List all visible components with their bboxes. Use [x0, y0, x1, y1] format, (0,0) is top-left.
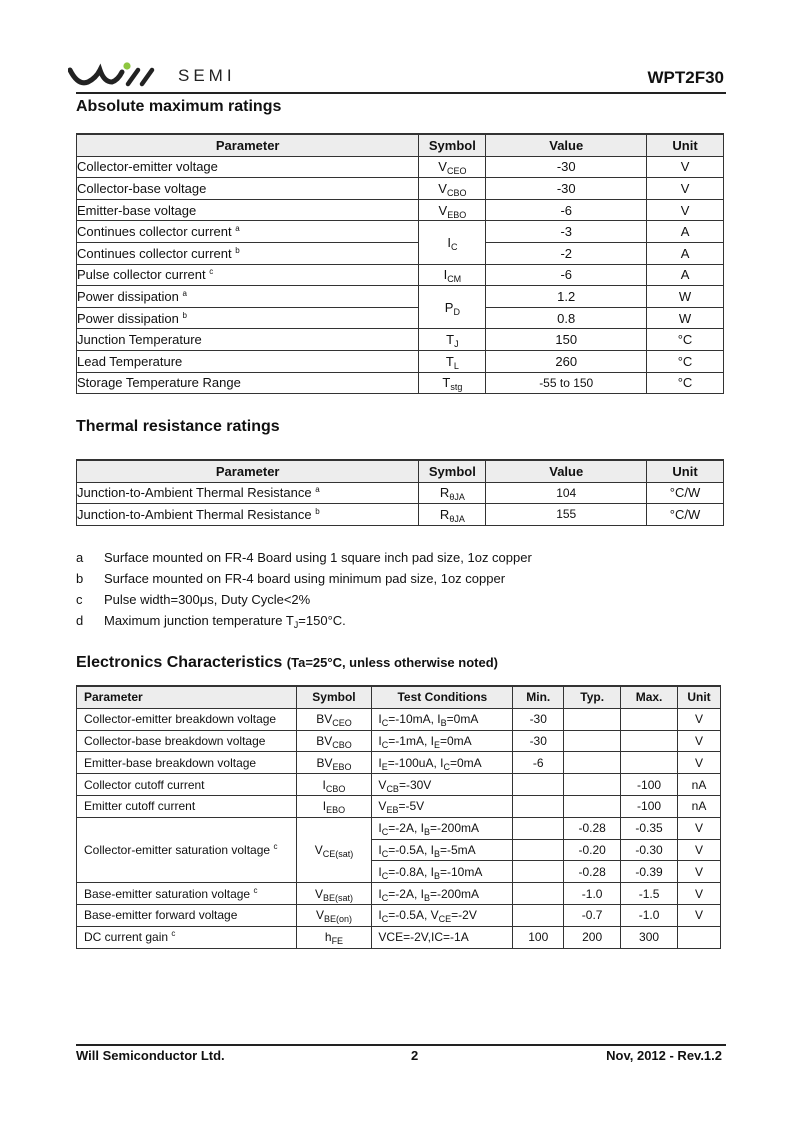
- col-header: Test Conditions: [372, 686, 513, 708]
- max-cell: [621, 708, 678, 730]
- symbol-sub: θJA: [449, 513, 465, 524]
- value-cell: -3: [486, 221, 647, 243]
- footer-divider: [76, 1044, 726, 1046]
- symbol-cell: [419, 286, 486, 329]
- max-cell: -1.5: [621, 883, 678, 905]
- table-row: [77, 817, 721, 839]
- footnote-text: =150°C.: [298, 613, 346, 628]
- min-cell: [513, 774, 564, 796]
- param-text: Base-emitter saturation voltage: [84, 886, 251, 901]
- symbol-sub: D: [453, 306, 460, 317]
- table-row: [77, 504, 724, 526]
- symbol-sub: J: [454, 339, 459, 350]
- param-cell: [77, 482, 419, 504]
- col-header: Parameter: [77, 460, 419, 482]
- symbol-cell: [419, 264, 486, 286]
- param-cell: [77, 178, 419, 200]
- test-condition-cell: $I_C=-0.5A$, $I_B=-5mA$: [372, 839, 513, 861]
- symbol-text: BV: [316, 712, 333, 727]
- symbol-text: T: [442, 375, 451, 391]
- param-text: Base-emitter forward voltage: [84, 908, 238, 923]
- table-row: [77, 199, 724, 221]
- test-condition-cell: $I_C=-0.8A$, $I_B=-10mA$: [372, 861, 513, 883]
- symbol-sub: θJA: [449, 492, 465, 503]
- electrical-table: [76, 685, 721, 949]
- min-cell: -30: [513, 730, 564, 752]
- param-text: Continues collector current: [77, 224, 232, 240]
- max-cell: -1.0: [621, 904, 678, 926]
- max-cell: -0.35: [621, 817, 678, 839]
- table-row: [77, 178, 724, 200]
- unit-cell: A: [647, 221, 724, 243]
- param-cell: [77, 817, 297, 882]
- electrical-title: [76, 654, 498, 672]
- page-number: 2: [411, 1048, 419, 1063]
- table-header-row: [77, 686, 721, 708]
- symbol-text: I: [443, 267, 448, 283]
- symbol-text: h: [324, 930, 332, 945]
- unit-cell: V: [678, 904, 721, 926]
- test-condition-cell: $I_C=-2A$, $I_B=-200mA$: [372, 883, 513, 905]
- param-cell: [77, 774, 297, 796]
- symbol-cell: [296, 883, 372, 905]
- abs-max-title: Absolute maximum ratings: [76, 98, 282, 115]
- param-cell: [77, 372, 419, 394]
- param-cell: [77, 307, 419, 329]
- param-text: Collector-emitter voltage: [77, 159, 218, 175]
- table-row: [77, 904, 721, 926]
- table-row: [77, 221, 724, 243]
- thermal-title: Thermal resistance ratings: [76, 418, 280, 435]
- param-cell: [77, 242, 419, 264]
- param-cell: [77, 329, 419, 351]
- symbol-cell: [296, 730, 372, 752]
- symbol-text: T: [446, 332, 455, 348]
- footnote-a: [76, 550, 532, 565]
- symbol-cell: [419, 372, 486, 394]
- unit-cell: nA: [678, 774, 721, 796]
- symbol-cell: [296, 926, 372, 948]
- param-cell: [77, 264, 419, 286]
- table-row: [77, 242, 724, 264]
- footnote-key: a: [76, 550, 84, 565]
- col-header: Unit: [647, 134, 724, 156]
- param-cell: [77, 708, 297, 730]
- min-cell: -6: [513, 752, 564, 774]
- typ-cell: 200: [564, 926, 621, 948]
- param-text: Collector-emitter saturation voltage: [84, 842, 271, 857]
- footnote-ref: c: [253, 885, 258, 895]
- value-cell: 150: [486, 329, 647, 351]
- symbol-cell: [419, 482, 486, 504]
- unit-cell: V: [678, 730, 721, 752]
- value-cell: 260: [486, 350, 647, 372]
- param-text: Junction Temperature: [77, 332, 202, 348]
- symbol-cell: [296, 817, 372, 882]
- value-cell: 155: [486, 504, 647, 526]
- footnote-text: Maximum junction temperature T: [104, 613, 294, 628]
- unit-cell: [678, 926, 721, 948]
- table-row: [77, 264, 724, 286]
- max-cell: -100: [621, 795, 678, 817]
- param-text: DC current gain: [84, 930, 169, 945]
- symbol-cell: [419, 221, 486, 264]
- symbol-text: I: [322, 799, 327, 814]
- unit-cell: V: [678, 752, 721, 774]
- table-row: [77, 156, 724, 178]
- col-header: Symbol: [296, 686, 372, 708]
- value-cell: -30: [486, 178, 647, 200]
- min-cell: [513, 883, 564, 905]
- symbol-sub: CEO: [332, 718, 352, 729]
- footer-date-rev: Nov, 2012 - Rev.1.2: [606, 1048, 722, 1063]
- test-condition-cell: $I_C=-2A$, $I_B=-200mA$: [372, 817, 513, 839]
- typ-cell: -0.20: [564, 839, 621, 861]
- unit-cell: nA: [678, 795, 721, 817]
- param-text: Power dissipation: [77, 310, 179, 326]
- param-text: Collector-emitter breakdown voltage: [84, 712, 277, 727]
- min-cell: 100: [513, 926, 564, 948]
- footnote-text: Surface mounted on FR-4 Board using 1 square inch pad size, 1oz copper: [104, 550, 532, 565]
- max-cell: [621, 730, 678, 752]
- footnote-sub: J: [293, 620, 299, 630]
- table-row: [77, 329, 724, 351]
- symbol-cell: [419, 504, 486, 526]
- symbol-text: V: [315, 908, 324, 923]
- footnote-ref: c: [209, 267, 214, 277]
- symbol-text: V: [438, 202, 448, 218]
- test-condition-cell: $I_E=-100uA$, $I_C=0mA$: [372, 752, 513, 774]
- symbol-cell: [419, 329, 486, 351]
- will-semi-logo: [68, 62, 258, 88]
- footnote-text: Pulse width=300μs, Duty Cycle<2%: [104, 592, 311, 607]
- symbol-sub: CE(sat): [322, 848, 354, 859]
- min-cell: [513, 904, 564, 926]
- col-header: Typ.: [564, 686, 621, 708]
- symbol-text: BV: [316, 733, 333, 748]
- symbol-sub: BE(on): [323, 914, 352, 925]
- table-row: [77, 307, 724, 329]
- symbol-sub: CBO: [332, 739, 352, 750]
- unit-cell: V: [647, 199, 724, 221]
- param-text: Pulse collector current: [77, 267, 206, 283]
- unit-cell: V: [678, 817, 721, 839]
- col-header: Symbol: [419, 460, 486, 482]
- footnote-key: d: [76, 613, 84, 628]
- symbol-sub: L: [453, 360, 459, 371]
- footnote-ref: c: [171, 929, 176, 939]
- symbol-cell: [296, 752, 372, 774]
- test-condition-cell: $V_{EB}=-5V$: [372, 795, 513, 817]
- symbol-sub: C: [450, 241, 458, 252]
- param-cell: [77, 286, 419, 308]
- footnote-b: [76, 571, 505, 586]
- unit-cell: V: [647, 178, 724, 200]
- min-cell: -30: [513, 708, 564, 730]
- param-cell: [77, 350, 419, 372]
- unit-cell: W: [647, 286, 724, 308]
- param-cell: [77, 221, 419, 243]
- value-cell: -6: [486, 264, 647, 286]
- symbol-sub: CBO: [446, 187, 467, 198]
- typ-cell: -0.28: [564, 817, 621, 839]
- table-row: [77, 708, 721, 730]
- typ-cell: -0.28: [564, 861, 621, 883]
- value-cell: -30: [486, 156, 647, 178]
- table-row: [77, 752, 721, 774]
- table-row: [77, 926, 721, 948]
- symbol-sub: FE: [331, 936, 344, 947]
- symbol-text: R: [439, 506, 450, 522]
- param-cell: [77, 199, 419, 221]
- footnote-ref: c: [273, 841, 278, 851]
- brand-text: SEMI: [178, 66, 236, 85]
- unit-cell: V: [647, 156, 724, 178]
- min-cell: [513, 839, 564, 861]
- footnote-ref: b: [235, 245, 240, 255]
- test-condition-cell: $I_C=-1mA$, $I_E=0mA$: [372, 730, 513, 752]
- table-row: [77, 883, 721, 905]
- footnote-ref: a: [182, 288, 187, 298]
- min-cell: [513, 795, 564, 817]
- param-text: Emitter cutoff current: [84, 799, 196, 814]
- table-row: [77, 795, 721, 817]
- param-text: Emitter-base voltage: [77, 202, 197, 218]
- col-header: Symbol: [419, 134, 486, 156]
- unit-cell: °C/W: [647, 504, 724, 526]
- param-cell: [77, 156, 419, 178]
- symbol-cell: [419, 350, 486, 372]
- symbol-cell: [296, 774, 372, 796]
- symbol-cell: [296, 795, 372, 817]
- footer-company: Will Semiconductor Ltd.: [76, 1048, 225, 1063]
- col-header: Min.: [513, 686, 564, 708]
- table-row: [77, 482, 724, 504]
- value-cell: -6: [486, 199, 647, 221]
- max-cell: -100: [621, 774, 678, 796]
- test-condition-cell: VCE=-2V,IC=-1A: [372, 926, 513, 948]
- max-cell: [621, 752, 678, 774]
- unit-cell: V: [678, 708, 721, 730]
- symbol-sub: CEO: [446, 166, 467, 177]
- symbol-cell: [419, 156, 486, 178]
- symbol-sub: EBO: [447, 209, 467, 220]
- col-header: Value: [486, 460, 647, 482]
- value-cell: 1.2: [486, 286, 647, 308]
- min-cell: [513, 817, 564, 839]
- param-cell: [77, 752, 297, 774]
- footnote-ref: b: [182, 310, 187, 320]
- symbol-sub: stg: [450, 382, 463, 393]
- symbol-text: R: [439, 485, 450, 501]
- col-header: Unit: [678, 686, 721, 708]
- value-cell: 0.8: [486, 307, 647, 329]
- symbol-cell: [296, 708, 372, 730]
- typ-cell: [564, 752, 621, 774]
- col-header: Unit: [647, 460, 724, 482]
- param-text: Power dissipation: [77, 288, 179, 304]
- footnote-c: [76, 592, 310, 607]
- param-cell: [77, 730, 297, 752]
- table-row: [77, 372, 724, 394]
- param-text: Collector-base voltage: [77, 180, 207, 196]
- footnote-key: c: [76, 592, 83, 607]
- thermal-table: [76, 459, 724, 526]
- param-cell: [77, 795, 297, 817]
- symbol-cell: [419, 178, 486, 200]
- symbol-text: I: [447, 234, 451, 250]
- param-text: Continues collector current: [77, 245, 232, 261]
- symbol-text: V: [438, 180, 447, 196]
- param-text: Collector-base breakdown voltage: [84, 733, 266, 748]
- col-header: Parameter: [77, 686, 297, 708]
- max-cell: -0.39: [621, 861, 678, 883]
- typ-cell: -1.0: [564, 883, 621, 905]
- logo-mark-icon: [68, 62, 173, 88]
- param-cell: [77, 883, 297, 905]
- symbol-text: P: [444, 299, 454, 315]
- typ-cell: [564, 730, 621, 752]
- param-text: Lead Temperature: [77, 353, 183, 369]
- electrical-subtitle: (Ta=25°C, unless otherwise noted): [286, 655, 498, 670]
- unit-cell: A: [647, 242, 724, 264]
- col-header: Max.: [621, 686, 678, 708]
- param-text: Junction-to-Ambient Thermal Resistance: [77, 485, 312, 501]
- symbol-cell: [296, 904, 372, 926]
- param-cell: [77, 904, 297, 926]
- param-text: Emitter-base breakdown voltage: [84, 755, 257, 770]
- value-cell: -2: [486, 242, 647, 264]
- param-cell: [77, 926, 297, 948]
- unit-cell: A: [647, 264, 724, 286]
- unit-cell: °C: [647, 372, 724, 394]
- symbol-sub: CBO: [325, 783, 346, 794]
- symbol-sub: EBO: [326, 805, 346, 816]
- param-text: Storage Temperature Range: [77, 375, 241, 391]
- table-row: [77, 774, 721, 796]
- footnote-ref: b: [315, 506, 320, 516]
- symbol-text: I: [322, 777, 326, 792]
- unit-cell: °C/W: [647, 482, 724, 504]
- footnote-text: Surface mounted on FR-4 board using minimum pad size, 1oz copper: [104, 571, 506, 586]
- unit-cell: °C: [647, 329, 724, 351]
- symbol-text: V: [314, 886, 323, 901]
- abs-max-table: [76, 133, 724, 394]
- test-condition-cell: $I_C=-10mA$, $I_B=0mA$: [372, 708, 513, 730]
- footnote-d: [76, 613, 346, 628]
- symbol-sub: CM: [447, 274, 462, 285]
- electrical-title-text: Electronics Characteristics: [76, 654, 283, 671]
- header-divider: [76, 92, 726, 94]
- symbol-text: BV: [316, 755, 333, 770]
- table-header-row: [77, 460, 724, 482]
- table-header-row: [77, 134, 724, 156]
- table-row: [77, 350, 724, 372]
- param-text: Collector cutoff current: [84, 777, 205, 792]
- symbol-sub: EBO: [332, 761, 352, 772]
- unit-cell: V: [678, 883, 721, 905]
- table-row: [77, 730, 721, 752]
- typ-cell: [564, 795, 621, 817]
- symbol-text: V: [314, 842, 323, 857]
- footnote-key: b: [76, 571, 84, 586]
- symbol-cell: [419, 199, 486, 221]
- unit-cell: W: [647, 307, 724, 329]
- value-cell: 104: [486, 482, 647, 504]
- unit-cell: V: [678, 861, 721, 883]
- typ-cell: -0.7: [564, 904, 621, 926]
- unit-cell: V: [678, 839, 721, 861]
- col-header: Value: [486, 134, 647, 156]
- min-cell: [513, 861, 564, 883]
- footnote-ref: a: [235, 224, 240, 234]
- value-cell: -55 to 150: [486, 372, 647, 394]
- part-number: WPT2F30: [647, 68, 724, 87]
- test-condition-cell: $I_C=-0.5A$, $V_{CE}=-2V$: [372, 904, 513, 926]
- table-row: [77, 286, 724, 308]
- footnote-ref: a: [315, 485, 320, 495]
- typ-cell: [564, 708, 621, 730]
- test-condition-cell: $V_{CB}=-30V$: [372, 774, 513, 796]
- symbol-text: T: [445, 353, 454, 369]
- param-cell: [77, 504, 419, 526]
- col-header: Parameter: [77, 134, 419, 156]
- unit-cell: °C: [647, 350, 724, 372]
- param-text: Junction-to-Ambient Thermal Resistance: [77, 506, 312, 522]
- typ-cell: [564, 774, 621, 796]
- symbol-text: V: [438, 159, 447, 175]
- max-cell: -0.30: [621, 839, 678, 861]
- symbol-sub: BE(sat): [322, 892, 353, 903]
- max-cell: 300: [621, 926, 678, 948]
